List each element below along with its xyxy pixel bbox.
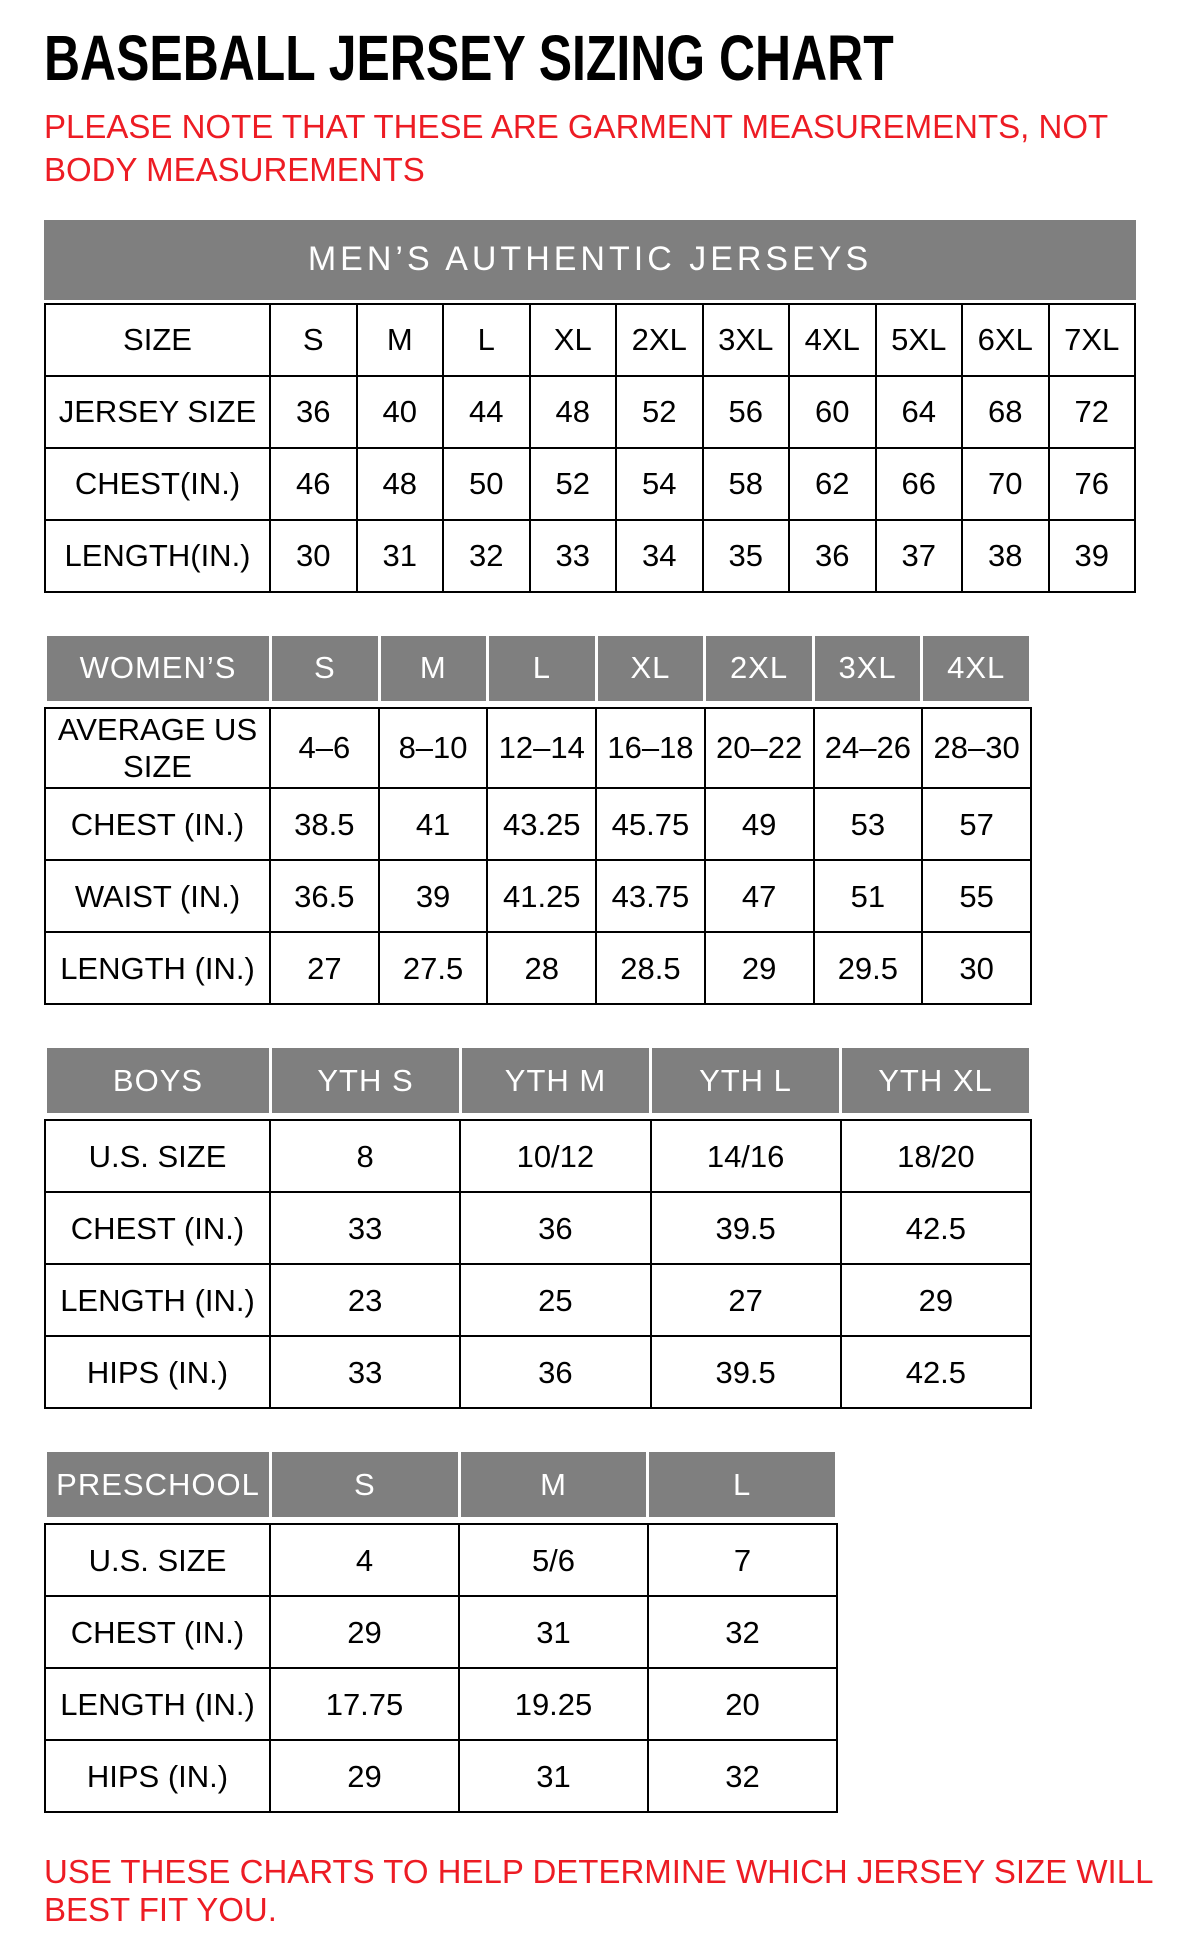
value-cell: 70 (962, 448, 1049, 520)
header-size-cell: YTH M (461, 1047, 651, 1115)
value-cell: XL (530, 304, 617, 376)
value-cell: 14/16 (651, 1120, 841, 1192)
table-row (45, 1336, 1031, 1408)
value-cell: 38 (962, 520, 1049, 592)
value-cell: 29 (705, 932, 814, 1004)
boys-header-row (44, 1045, 1032, 1116)
value-cell: 31 (459, 1740, 648, 1812)
preschool-table (44, 1449, 838, 1813)
mens-authentic-jerseys-body (44, 303, 1136, 593)
value-cell: 10/12 (460, 1120, 650, 1192)
value-cell: 54 (616, 448, 703, 520)
value-cell: 36 (460, 1192, 650, 1264)
value-cell: 52 (530, 448, 617, 520)
value-cell: 64 (876, 376, 963, 448)
row-label-cell: AVERAGE US SIZE (45, 708, 270, 788)
value-cell: 48 (357, 448, 444, 520)
value-cell: 24–26 (814, 708, 923, 788)
value-cell: 25 (460, 1264, 650, 1336)
womens-header-row (44, 633, 1032, 704)
page-title: BASEBALL JERSEY SIZING CHART (44, 22, 894, 94)
header-size-cell: YTH L (651, 1047, 841, 1115)
table-row (45, 932, 1031, 1004)
value-cell: 18/20 (841, 1120, 1031, 1192)
footer-note: USE THESE CHARTS TO HELP DETERMINE WHICH JERSEY SIZE WILL BEST FIT YOU. (44, 1853, 1153, 1929)
row-label-cell: HIPS (IN.) (45, 1740, 270, 1812)
header-label-cell: WOMEN’S (46, 634, 271, 702)
value-cell: 4–6 (270, 708, 379, 788)
value-cell: 39.5 (651, 1336, 841, 1408)
table-row (45, 1596, 837, 1668)
table-row (45, 788, 1031, 860)
value-cell: 36 (270, 376, 357, 448)
value-cell: 2XL (616, 304, 703, 376)
value-cell: 52 (616, 376, 703, 448)
value-cell: 34 (616, 520, 703, 592)
value-cell: 57 (922, 788, 1031, 860)
garment-measurements-note: PLEASE NOTE THAT THESE ARE GARMENT MEASUREMENTS, NOT BODY MEASUREMENTS (44, 108, 1108, 188)
value-cell: 8–10 (379, 708, 488, 788)
value-cell: 29 (270, 1596, 459, 1668)
value-cell: 40 (357, 376, 444, 448)
value-cell: 32 (443, 520, 530, 592)
value-cell: 8 (270, 1120, 460, 1192)
header-size-cell: 3XL (813, 634, 922, 702)
value-cell: 53 (814, 788, 923, 860)
value-cell: 55 (922, 860, 1031, 932)
table-row (45, 1192, 1031, 1264)
value-cell: 27 (270, 932, 379, 1004)
value-cell: 27.5 (379, 932, 488, 1004)
row-label-cell: U.S. SIZE (45, 1524, 270, 1596)
row-label-cell: LENGTH(IN.) (45, 520, 270, 592)
value-cell: 36 (460, 1336, 650, 1408)
value-cell: 7 (648, 1524, 837, 1596)
value-cell: 37 (876, 520, 963, 592)
header-size-cell: L (648, 1451, 837, 1519)
preschool-header-row (44, 1449, 838, 1520)
value-cell: 49 (705, 788, 814, 860)
value-cell: 32 (648, 1596, 837, 1668)
value-cell: 28.5 (596, 932, 705, 1004)
value-cell: 46 (270, 448, 357, 520)
value-cell: 3XL (703, 304, 790, 376)
header-size-cell: M (459, 1451, 648, 1519)
value-cell: 45.75 (596, 788, 705, 860)
value-cell: 72 (1049, 376, 1136, 448)
table-row (45, 304, 1135, 376)
preschool-body (44, 1523, 838, 1813)
value-cell: 66 (876, 448, 963, 520)
row-label-cell: U.S. SIZE (45, 1120, 270, 1192)
value-cell: 60 (789, 376, 876, 448)
value-cell: 36.5 (270, 860, 379, 932)
value-cell: 36 (789, 520, 876, 592)
table-row (45, 708, 1031, 788)
value-cell: M (357, 304, 444, 376)
table-row (45, 520, 1135, 592)
table-row (45, 376, 1135, 448)
value-cell: 33 (530, 520, 617, 592)
value-cell: 39 (1049, 520, 1136, 592)
value-cell: 31 (357, 520, 444, 592)
row-label-cell: CHEST(IN.) (45, 448, 270, 520)
value-cell: 28–30 (922, 708, 1031, 788)
value-cell: 38.5 (270, 788, 379, 860)
value-cell: 5XL (876, 304, 963, 376)
row-label-cell: LENGTH (IN.) (45, 1668, 270, 1740)
value-cell: 48 (530, 376, 617, 448)
value-cell: 19.25 (459, 1668, 648, 1740)
table-row (45, 1668, 837, 1740)
value-cell: 4 (270, 1524, 459, 1596)
row-label-cell: WAIST (IN.) (45, 860, 270, 932)
value-cell: 6XL (962, 304, 1049, 376)
row-label-cell: HIPS (IN.) (45, 1336, 270, 1408)
value-cell: 42.5 (841, 1192, 1031, 1264)
table-row (45, 1524, 837, 1596)
row-label-cell: LENGTH (IN.) (45, 1264, 270, 1336)
mens-authentic-jerseys-banner: MEN’S AUTHENTIC JERSEYS (44, 220, 1136, 300)
value-cell: 28 (487, 932, 596, 1004)
value-cell: 39 (379, 860, 488, 932)
value-cell: 30 (922, 932, 1031, 1004)
value-cell: 44 (443, 376, 530, 448)
value-cell: 12–14 (487, 708, 596, 788)
value-cell: 56 (703, 376, 790, 448)
value-cell: 62 (789, 448, 876, 520)
value-cell: 5/6 (459, 1524, 648, 1596)
header-size-cell: M (379, 634, 488, 702)
table-row (45, 860, 1031, 932)
value-cell: 20–22 (705, 708, 814, 788)
value-cell: 7XL (1049, 304, 1136, 376)
table-row (45, 1264, 1031, 1336)
value-cell: 27 (651, 1264, 841, 1336)
table-row (45, 448, 1135, 520)
value-cell: 33 (270, 1336, 460, 1408)
value-cell: 41 (379, 788, 488, 860)
womens-table (44, 633, 1032, 1005)
header-size-cell: YTH S (271, 1047, 461, 1115)
header-label-cell: BOYS (46, 1047, 271, 1115)
header-size-cell: S (271, 634, 380, 702)
womens-body (44, 707, 1032, 1005)
value-cell: 31 (459, 1596, 648, 1668)
value-cell: 58 (703, 448, 790, 520)
value-cell: 16–18 (596, 708, 705, 788)
row-label-cell: SIZE (45, 304, 270, 376)
value-cell: 33 (270, 1192, 460, 1264)
header-size-cell: 4XL (922, 634, 1031, 702)
header-size-cell: S (271, 1451, 460, 1519)
value-cell: 4XL (789, 304, 876, 376)
boys-body (44, 1119, 1032, 1409)
row-label-cell: CHEST (IN.) (45, 1596, 270, 1668)
value-cell: 32 (648, 1740, 837, 1812)
value-cell: 50 (443, 448, 530, 520)
row-label-cell: CHEST (IN.) (45, 1192, 270, 1264)
value-cell: 35 (703, 520, 790, 592)
row-label-cell: JERSEY SIZE (45, 376, 270, 448)
header-size-cell: XL (596, 634, 705, 702)
value-cell: L (443, 304, 530, 376)
value-cell: 76 (1049, 448, 1136, 520)
value-cell: 29 (841, 1264, 1031, 1336)
header-size-cell: YTH XL (841, 1047, 1031, 1115)
value-cell: 30 (270, 520, 357, 592)
value-cell: 43.25 (487, 788, 596, 860)
boys-table (44, 1045, 1032, 1409)
value-cell: 29 (270, 1740, 459, 1812)
value-cell: 41.25 (487, 860, 596, 932)
mens-authentic-jerseys-table (44, 220, 1136, 593)
value-cell: 39.5 (651, 1192, 841, 1264)
value-cell: 47 (705, 860, 814, 932)
table-row (45, 1740, 837, 1812)
header-size-cell: L (488, 634, 597, 702)
value-cell: 29.5 (814, 932, 923, 1004)
table-row (45, 1120, 1031, 1192)
value-cell: 17.75 (270, 1668, 459, 1740)
value-cell: S (270, 304, 357, 376)
value-cell: 23 (270, 1264, 460, 1336)
header-size-cell: 2XL (705, 634, 814, 702)
value-cell: 51 (814, 860, 923, 932)
value-cell: 20 (648, 1668, 837, 1740)
value-cell: 43.75 (596, 860, 705, 932)
row-label-cell: LENGTH (IN.) (45, 932, 270, 1004)
value-cell: 42.5 (841, 1336, 1031, 1408)
header-label-cell: PRESCHOOL (46, 1451, 271, 1519)
row-label-cell: CHEST (IN.) (45, 788, 270, 860)
value-cell: 68 (962, 376, 1049, 448)
